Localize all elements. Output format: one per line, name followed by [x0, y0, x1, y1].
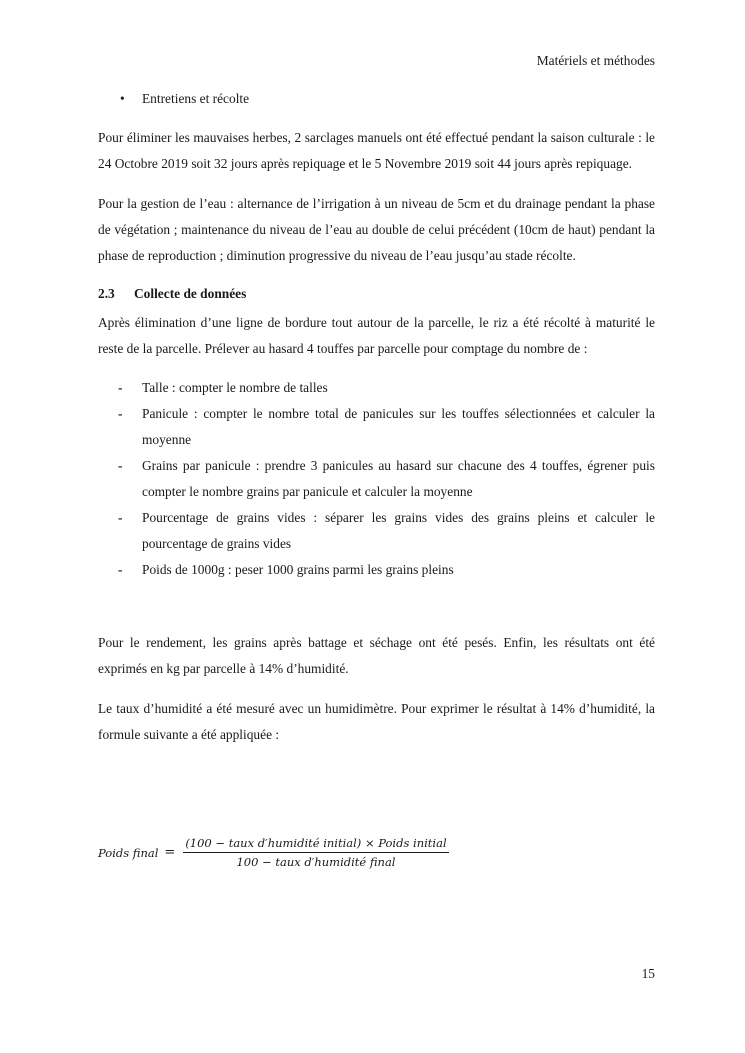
- section-heading: [98, 283, 655, 305]
- formula-numerator: (100 − taux d′humidité initial) × Poids initial: [183, 836, 448, 853]
- bullet-text: Entretiens et récolte: [142, 91, 250, 106]
- page-number: 15: [641, 966, 655, 981]
- dash-icon: -: [118, 562, 123, 577]
- paragraph-water-management: Pour la gestion de l’eau : alternance de l’irrigation à un niveau de 5cm et du drainage pendant la phase de végétation ; maintenance du niveau de l’eau au double de celui précédent (10cm de haut) pendant la phase de reproduction ; diminution progressive du niveau de l’eau jusqu’au stade récolte.: [98, 196, 655, 263]
- running-header: Matériels et méthodes: [536, 53, 655, 68]
- dash-icon: -: [118, 406, 123, 421]
- bullet-item-maintenance: [98, 88, 655, 110]
- paragraph-humidity: Le taux d’humidité a été mesuré avec un humidimètre. Pour exprimer le résultat à 14% d’humidité, la formule suivante a été appliquée :: [98, 701, 655, 742]
- dash-icon: -: [118, 380, 123, 395]
- bullet-icon: •: [120, 91, 125, 106]
- section-number: 2.3: [98, 286, 115, 301]
- paragraph-weeding: Pour éliminer les mauvaises herbes, 2 sarclages manuels ont été effectué pendant la saison culturale : le 24 Octobre 2019 soit 32 jours après repiquage et le 5 Novembre 2019 soit 44 jours après repiquage.: [98, 130, 655, 171]
- paragraph-harvest: Après élimination d’une ligne de bordure tout autour de la parcelle, le riz a été récolté à maturité le reste de la parcelle. Prélever au hasard 4 touffes par parcelle pour comptage du nombre de :: [98, 315, 655, 356]
- formula-lhs: Poids final: [98, 845, 159, 860]
- formula-fraction: [183, 836, 448, 869]
- list-item-grains-par-panicule: - Grains par panicule : prendre 3 panicules au hasard sur chacune des 4 touffes, égrener puis compter le nombre grains par panicule et calculer la moyenne: [98, 453, 655, 505]
- page-content: [98, 88, 655, 748]
- list-item-poids-1000g: - Poids de 1000g : peser 1000 grains parmi les grains pleins: [98, 557, 655, 583]
- dash-icon: -: [118, 458, 123, 473]
- measurement-list: [98, 375, 655, 583]
- dash-icon: -: [118, 510, 123, 525]
- list-item-panicule: - Panicule : compter le nombre total de panicules sur les touffes sélectionnées et calculer la moyenne: [98, 401, 655, 453]
- paragraph-yield: Pour le rendement, les grains après battage et séchage ont été pesés. Enfin, les résultats ont été exprimés en kg par parcelle à 14% d’humidité.: [98, 635, 655, 676]
- list-item-grains-vides: - Pourcentage de grains vides : séparer les grains vides des grains pleins et calculer le pourcentage de grains vides: [98, 505, 655, 557]
- humidity-formula: [98, 836, 449, 869]
- section-title: Collecte de données: [134, 286, 247, 301]
- formula-denominator: 100 − taux d′humidité final: [236, 855, 396, 869]
- formula-equals: =: [164, 845, 176, 860]
- list-item-talle: - Talle : compter le nombre de talles: [98, 375, 655, 401]
